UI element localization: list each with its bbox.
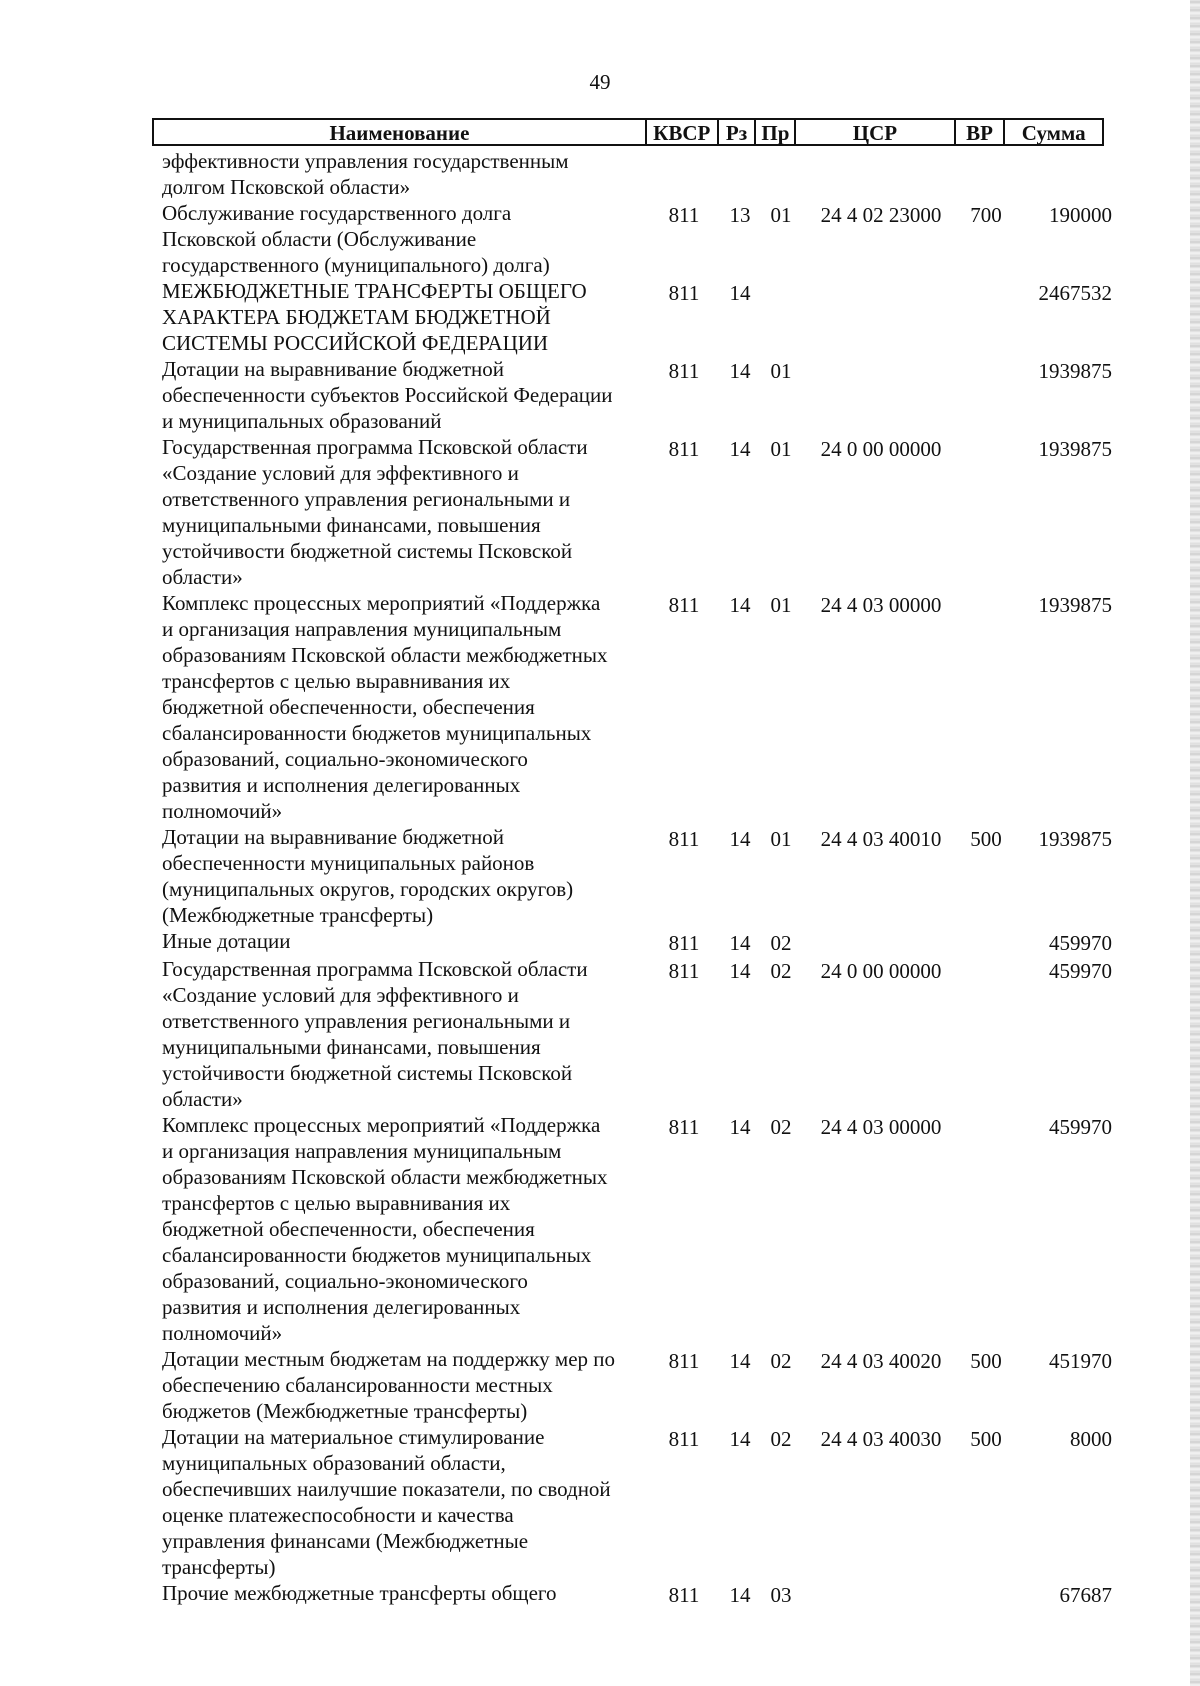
row-pr: 01	[770, 437, 792, 461]
row-pr: 02	[770, 1349, 792, 1373]
row-pr: 02	[770, 1427, 792, 1451]
row-name: Обслуживание государственного долга Псковской области (Обслуживание государственного (муниципального) долга)	[162, 201, 550, 277]
row-pr: 01	[770, 593, 792, 617]
header-kvsr: КВСР	[647, 120, 719, 144]
row-sum: 1939875	[1038, 437, 1112, 461]
row-csr: 24 4 03 00000	[820, 1115, 942, 1139]
row-name: Комплекс процессных мероприятий «Поддержка и организация направления муниципальным образованиям Псковской области межбюджетных трансфертов с целью выравнивания их бюджетной обеспеченности, обеспечения сбалансированности бюджетов муниципальных образований, социально-экономического развития и исполнения делегированных полномочий»	[162, 591, 608, 823]
row-pr: 01	[770, 359, 792, 383]
table-row	[162, 200, 1112, 278]
row-kvsr: 811	[668, 359, 700, 383]
table-row	[162, 1580, 1112, 1608]
header-pr: Пр	[756, 120, 796, 144]
row-rz: 14	[729, 1349, 751, 1373]
row-vr	[960, 356, 1012, 358]
row-csr: 24 0 00 00000	[820, 959, 942, 983]
row-kvsr: 811	[668, 593, 700, 617]
table-row	[162, 1346, 1112, 1424]
page-number: 49	[589, 70, 611, 94]
row-vr	[960, 434, 1012, 436]
row-sum: 459970	[1049, 1115, 1112, 1139]
row-csr: 24 4 03 00000	[820, 593, 942, 617]
header-sum: Сумма	[1021, 121, 1086, 145]
row-name: Дотации на материальное стимулирование муниципальных образований области, обеспечивших наилучшие показатели, по сводной оценке платежеспособности и качества управления финансами (Межбюджетные трансферты)	[162, 1425, 611, 1579]
row-rz: 14	[729, 1583, 751, 1607]
row-csr	[802, 928, 960, 930]
row-rz: 14	[729, 1427, 751, 1451]
row-pr: 02	[770, 1115, 792, 1139]
row-csr: 24 4 03 40010	[820, 827, 942, 851]
row-kvsr: 811	[668, 1427, 700, 1451]
table-row	[162, 590, 1112, 824]
row-name: Государственная программа Псковской области «Создание условий для эффективного и ответственного управления региональными и муниципальными финансами, повышения устойчивости бюджетной системы Псковской области»	[162, 957, 588, 1111]
row-sum	[1012, 148, 1112, 150]
row-vr	[960, 590, 1012, 592]
row-rz	[720, 148, 760, 150]
row-rz: 14	[729, 437, 751, 461]
row-rz: 14	[729, 359, 751, 383]
row-name: Иные дотации	[162, 929, 291, 953]
row-csr	[802, 148, 960, 150]
row-vr	[960, 956, 1012, 958]
row-kvsr: 811	[668, 1349, 700, 1373]
row-vr: 500	[970, 1349, 1002, 1373]
row-name: Государственная программа Псковской области «Создание условий для эффективного и ответственного управления региональными и муниципальными финансами, повышения устойчивости бюджетной системы Псковской области»	[162, 435, 588, 589]
row-sum: 2467532	[1038, 281, 1112, 305]
row-vr: 700	[970, 203, 1002, 227]
row-kvsr: 811	[668, 203, 700, 227]
row-rz: 14	[729, 959, 751, 983]
row-pr: 01	[770, 827, 792, 851]
row-sum: 459970	[1049, 931, 1112, 955]
row-rz: 14	[729, 593, 751, 617]
row-csr	[802, 278, 960, 280]
header-csr: ЦСР	[796, 120, 955, 144]
row-csr: 24 4 03 40030	[820, 1427, 942, 1451]
row-rz: 14	[729, 1115, 751, 1139]
row-vr	[960, 1580, 1012, 1582]
row-sum: 1939875	[1038, 827, 1112, 851]
table-row	[162, 956, 1112, 1112]
row-kvsr	[648, 148, 720, 150]
row-sum: 451970	[1049, 1349, 1112, 1373]
row-rz: 14	[729, 281, 751, 305]
scan-edge	[1190, 0, 1200, 1686]
row-vr	[960, 1112, 1012, 1114]
row-name: Комплекс процессных мероприятий «Поддержка и организация направления муниципальным образованиям Псковской области межбюджетных трансфертов с целью выравнивания их бюджетной обеспеченности, обеспечения сбалансированности бюджетов муниципальных образований, социально-экономического развития и исполнения делегированных полномочий»	[162, 1113, 608, 1345]
row-name: Дотации на выравнивание бюджетной обеспеченности субъектов Российской Федерации и муниципальных образований	[162, 357, 613, 433]
row-vr	[960, 148, 1012, 150]
table-body	[162, 148, 1112, 1608]
row-vr	[960, 278, 1012, 280]
header-name: Наименование	[154, 120, 647, 144]
row-vr	[960, 928, 1012, 930]
row-kvsr: 811	[668, 1115, 700, 1139]
table-header	[152, 118, 1104, 146]
table-row	[162, 148, 1112, 200]
row-vr: 500	[970, 1427, 1002, 1451]
table-row	[162, 824, 1112, 928]
row-sum: 1939875	[1038, 359, 1112, 383]
row-sum: 1939875	[1038, 593, 1112, 617]
row-pr: 02	[770, 931, 792, 955]
table-row	[162, 1424, 1112, 1580]
row-sum: 190000	[1049, 203, 1112, 227]
row-pr: 01	[770, 203, 792, 227]
table-row	[162, 356, 1112, 434]
row-pr: 03	[770, 1583, 792, 1607]
row-name: Дотации местным бюджетам на поддержку мер по обеспечению сбалансированности местных бюджетов (Межбюджетные трансферты)	[162, 1347, 616, 1423]
row-pr	[760, 148, 802, 150]
row-sum: 67687	[1059, 1583, 1112, 1607]
row-sum: 459970	[1049, 959, 1112, 983]
row-sum: 8000	[1070, 1427, 1112, 1451]
row-name: МЕЖБЮДЖЕТНЫЕ ТРАНСФЕРТЫ ОБЩЕГО ХАРАКТЕРА БЮДЖЕТАМ БЮДЖЕТНОЙ СИСТЕМЫ РОССИЙСКОЙ ФЕДЕРАЦИИ	[162, 279, 587, 355]
row-kvsr: 811	[668, 1583, 700, 1607]
row-pr: 02	[770, 959, 792, 983]
header-vr: ВР	[956, 120, 1006, 144]
row-kvsr: 811	[668, 931, 700, 955]
row-kvsr: 811	[668, 959, 700, 983]
row-name: Прочие межбюджетные трансферты общего	[162, 1581, 557, 1605]
row-csr: 24 0 00 00000	[820, 437, 942, 461]
row-vr: 500	[970, 827, 1002, 851]
table-row	[162, 278, 1112, 356]
row-kvsr: 811	[668, 827, 700, 851]
row-csr: 24 4 03 40020	[820, 1349, 942, 1373]
table-row	[162, 434, 1112, 590]
row-csr: 24 4 02 23000	[820, 203, 942, 227]
table-row	[162, 928, 1112, 956]
row-rz: 13	[729, 203, 751, 227]
row-csr	[802, 356, 960, 358]
table-row	[162, 1112, 1112, 1346]
row-rz: 14	[729, 827, 751, 851]
row-csr	[802, 1580, 960, 1582]
row-pr	[760, 278, 802, 280]
row-name: эффективности управления государственным долгом Псковской области»	[162, 149, 569, 199]
row-kvsr: 811	[668, 437, 700, 461]
row-rz: 14	[729, 931, 751, 955]
row-name: Дотации на выравнивание бюджетной обеспеченности муниципальных районов (муниципальных округов, городских округов) (Межбюджетные трансферты)	[162, 825, 574, 927]
header-rz: Рз	[719, 120, 757, 144]
row-kvsr: 811	[668, 281, 700, 305]
